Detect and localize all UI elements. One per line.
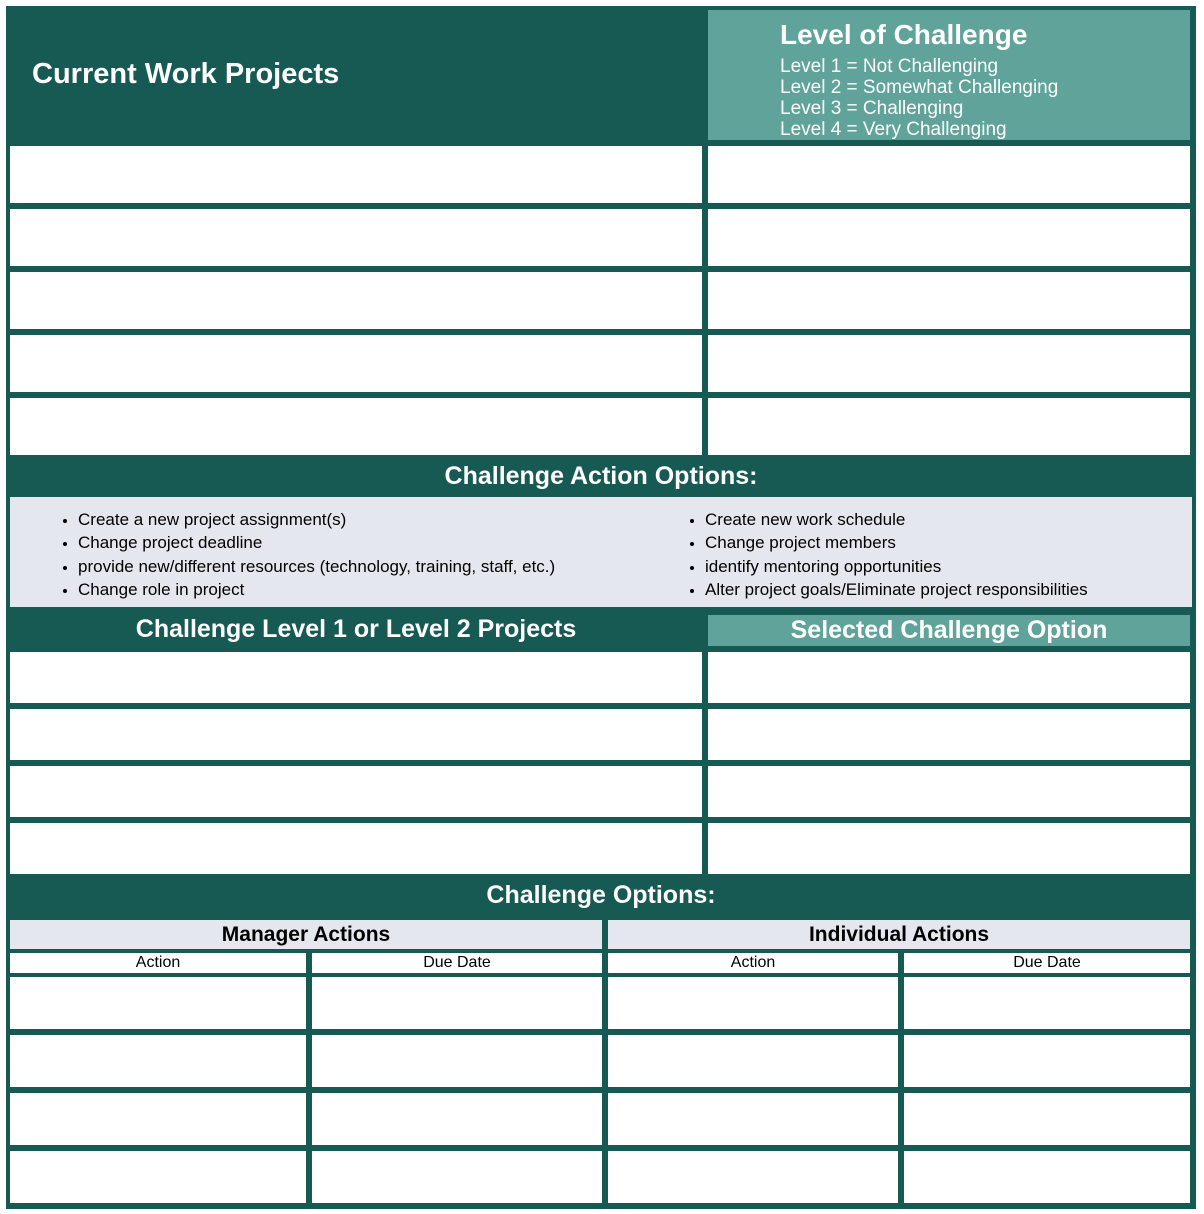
action-options-title: Challenge Action Options:	[444, 461, 758, 490]
individual-action-cell-2[interactable]	[608, 1035, 898, 1087]
manager-due-date-label: Due Date	[423, 954, 491, 971]
page-title-text: Current Work Projects	[32, 57, 340, 90]
action-options-list-right	[687, 508, 1088, 601]
selected-project-cell-2[interactable]	[10, 709, 702, 760]
selected-project-cell-4[interactable]	[10, 823, 702, 874]
challenge-worksheet	[6, 6, 1196, 1209]
individual-action-label: Action	[730, 954, 776, 971]
legend-level-2: Level 2 = Somewhat Challenging	[780, 77, 1059, 98]
manager-due-date-column-header	[312, 953, 602, 973]
project-level-cell-3[interactable]	[708, 272, 1190, 329]
individual-action-column-header	[608, 953, 898, 973]
project-name-cell-4[interactable]	[10, 335, 702, 392]
selected-option-title: Selected Challenge Option	[790, 616, 1108, 644]
challenge-options-banner	[6, 876, 1196, 914]
individual-action-cell-4[interactable]	[608, 1151, 898, 1203]
list-item: • Alter project goals/Eliminate project responsibilities	[705, 578, 1088, 601]
manager-actions-title: Manager Actions	[221, 922, 391, 946]
manager-action-cell-1[interactable]	[10, 977, 306, 1029]
action-options-list-left	[60, 508, 555, 601]
list-item: • Create a new project assignment(s)	[78, 508, 555, 531]
individual-action-cell-1[interactable]	[608, 977, 898, 1029]
legend-level-3: Level 3 = Challenging	[780, 98, 964, 119]
selected-project-cell-1[interactable]	[10, 652, 702, 703]
individual-due-date-label: Due Date	[1013, 954, 1081, 971]
individual-actions-header	[608, 920, 1190, 949]
list-item: • identify mentoring opportunities	[705, 555, 1088, 578]
manager-due-date-cell-1[interactable]	[312, 977, 602, 1029]
individual-actions-title: Individual Actions	[808, 922, 990, 946]
selected-option-cell-2[interactable]	[708, 709, 1190, 760]
level-1-2-projects-header	[6, 609, 706, 649]
manager-action-cell-3[interactable]	[10, 1093, 306, 1145]
project-level-cell-5[interactable]	[708, 398, 1190, 455]
individual-action-cell-3[interactable]	[608, 1093, 898, 1145]
level-1-2-projects-title: Challenge Level 1 or Level 2 Projects	[135, 614, 577, 643]
action-options-banner	[6, 457, 1196, 495]
manager-action-cell-4[interactable]	[10, 1151, 306, 1203]
project-name-cell-3[interactable]	[10, 272, 702, 329]
action-options-panel	[10, 497, 1192, 607]
manager-action-column-header	[10, 953, 306, 973]
list-item: • Change role in project	[78, 578, 555, 601]
challenge-level-legend	[708, 10, 1190, 140]
individual-due-date-cell-2[interactable]	[904, 1035, 1190, 1087]
selected-option-cell-1[interactable]	[708, 652, 1190, 703]
project-level-cell-4[interactable]	[708, 335, 1190, 392]
list-item: • provide new/different resources (technology, training, staff, etc.)	[78, 555, 555, 578]
manager-action-cell-2[interactable]	[10, 1035, 306, 1087]
list-item: • Change project deadline	[78, 531, 555, 554]
project-level-cell-1[interactable]	[708, 146, 1190, 203]
manager-due-date-cell-4[interactable]	[312, 1151, 602, 1203]
selected-option-header	[708, 615, 1190, 646]
legend-level-1: Level 1 = Not Challenging	[780, 56, 999, 77]
project-level-cell-2[interactable]	[708, 209, 1190, 266]
manager-due-date-cell-2[interactable]	[312, 1035, 602, 1087]
legend-title: Level of Challenge	[780, 19, 1028, 50]
project-name-cell-1[interactable]	[10, 146, 702, 203]
project-name-cell-5[interactable]	[10, 398, 702, 455]
individual-due-date-cell-4[interactable]	[904, 1151, 1190, 1203]
selected-option-cell-3[interactable]	[708, 766, 1190, 817]
project-name-cell-2[interactable]	[10, 209, 702, 266]
individual-due-date-cell-3[interactable]	[904, 1093, 1190, 1145]
selected-project-cell-3[interactable]	[10, 766, 702, 817]
individual-due-date-cell-1[interactable]	[904, 977, 1190, 1029]
legend-level-4: Level 4 = Very Challenging	[780, 119, 1007, 140]
list-item: • Change project members	[705, 531, 1088, 554]
page-title	[6, 6, 704, 142]
manager-actions-header	[10, 920, 602, 949]
individual-due-date-column-header	[904, 953, 1190, 973]
challenge-options-title: Challenge Options:	[486, 880, 716, 909]
manager-due-date-cell-3[interactable]	[312, 1093, 602, 1145]
selected-option-cell-4[interactable]	[708, 823, 1190, 874]
list-item: • Create new work schedule	[705, 508, 1088, 531]
manager-action-label: Action	[135, 954, 181, 971]
